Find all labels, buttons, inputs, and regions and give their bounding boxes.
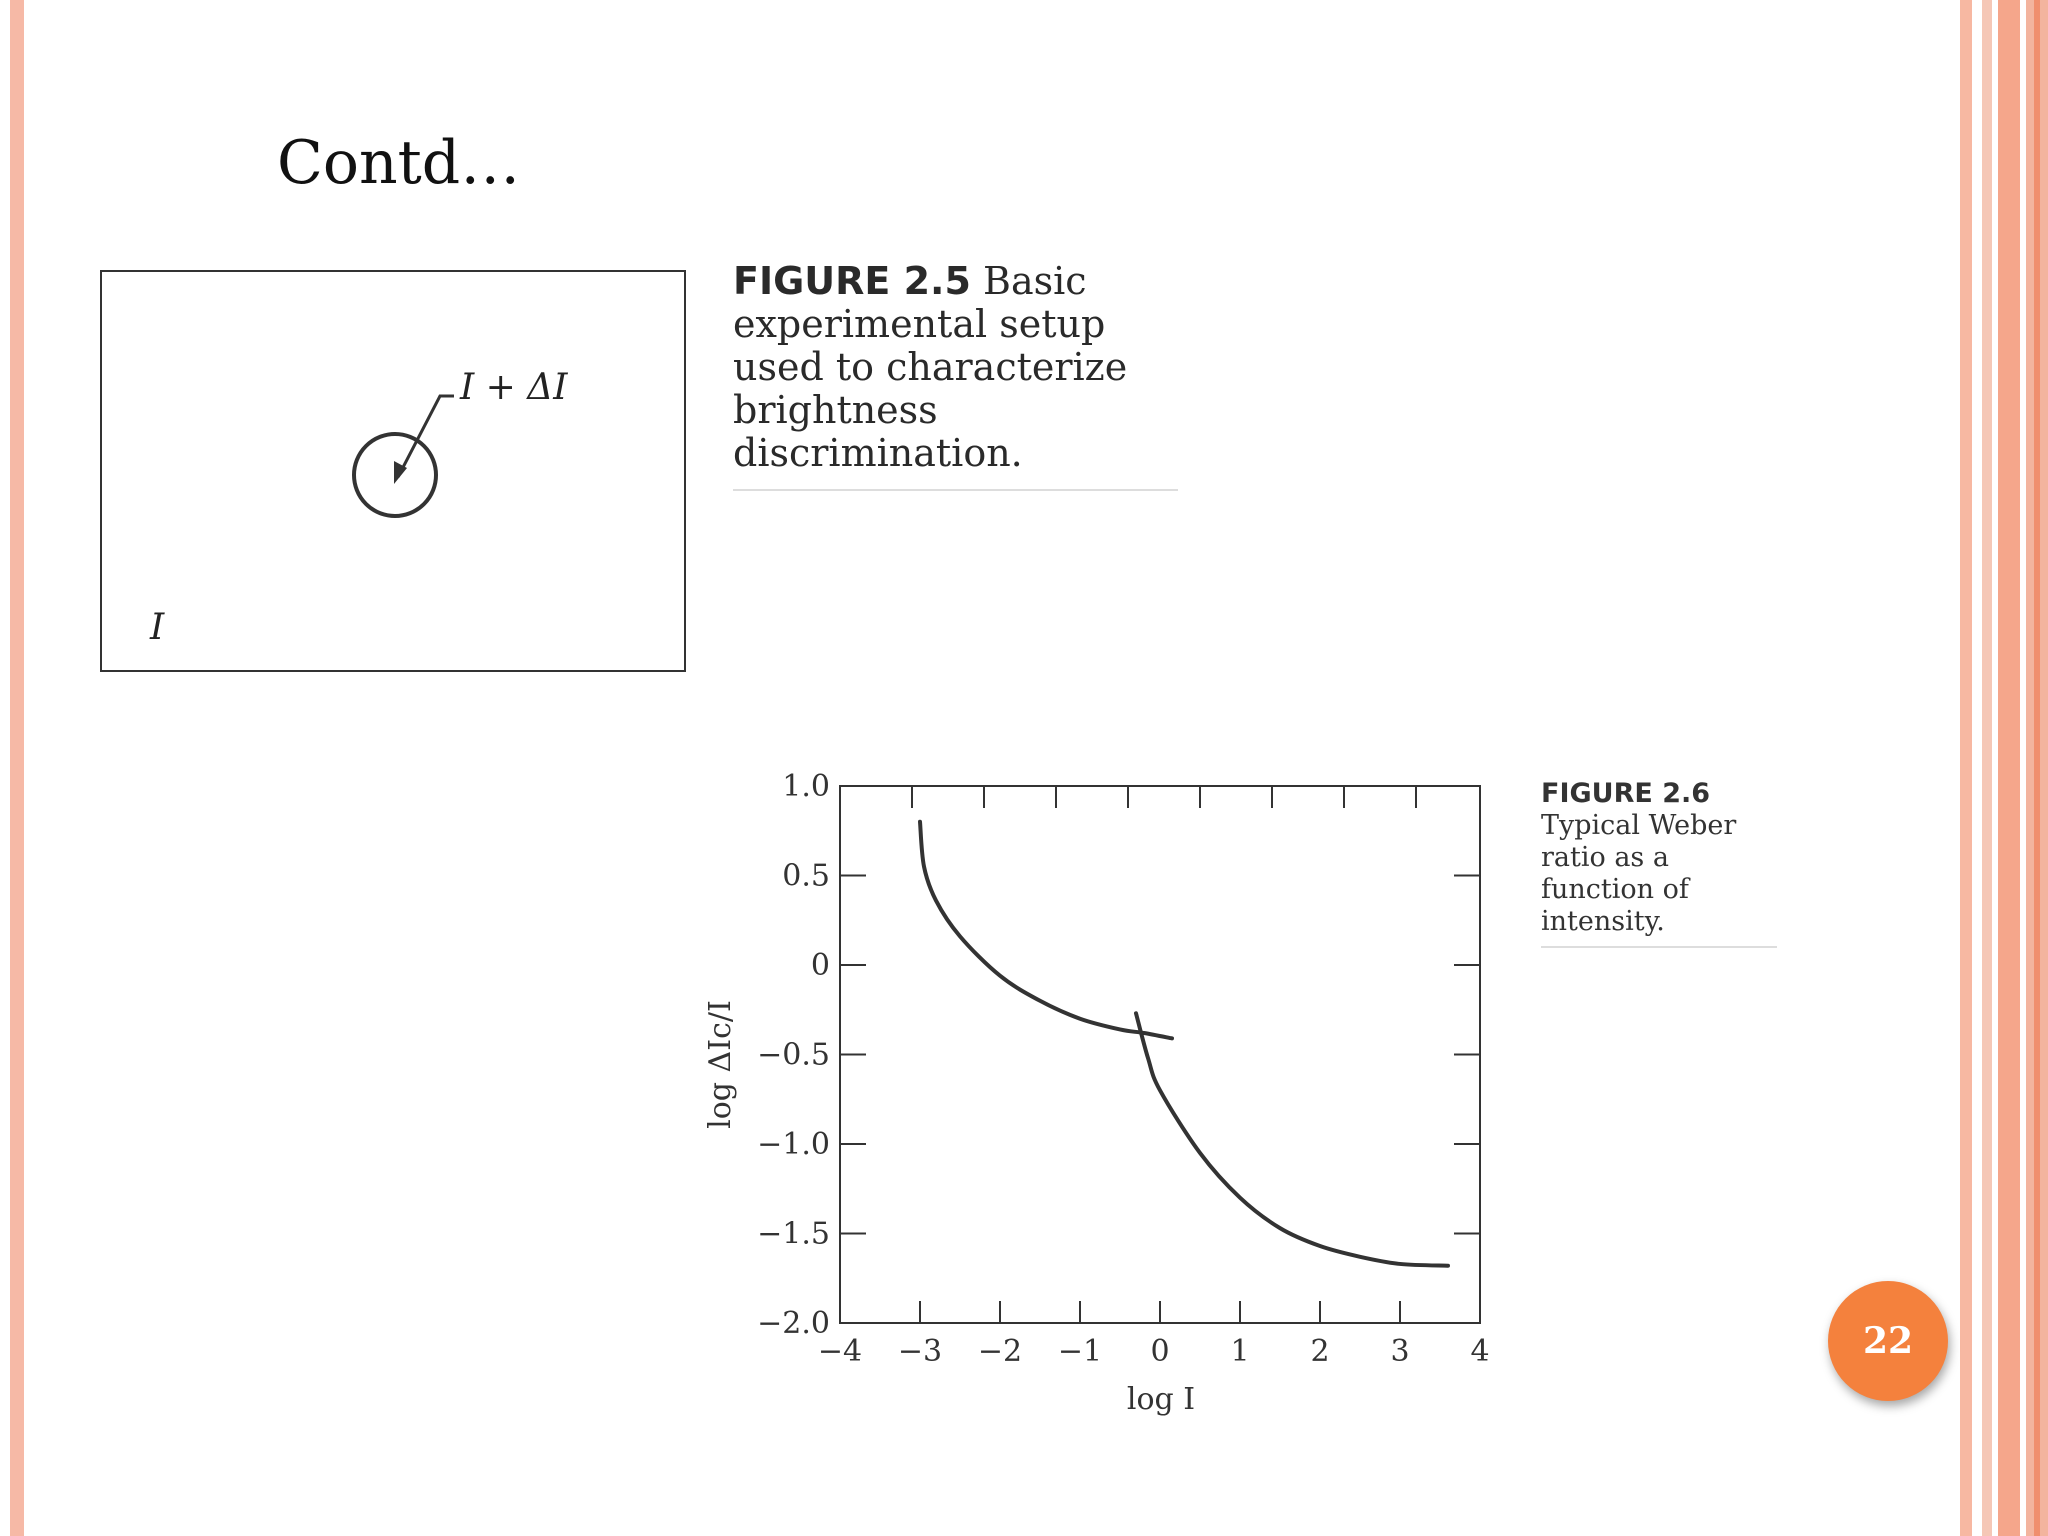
slide-title: Contd… [277,128,521,198]
x-tick-label: 3 [1390,1334,1410,1369]
y-tick-label: −0.5 [757,1037,830,1073]
x-tick-label: −2 [977,1334,1023,1369]
y-tick-label: 1.0 [782,769,830,804]
y-tick-label: −1.5 [757,1216,830,1252]
figure-2-5-number: FIGURE 2.5 [733,259,971,303]
y-tick-label: 0 [810,948,830,983]
figure-2-5-caption-text: Basic experimental setup used to characterize brightness discrimination. [733,259,1128,475]
figure-2-6-caption [1541,778,1777,948]
x-tick-label: −1 [1057,1334,1103,1369]
x-tick-label: 1 [1230,1334,1250,1369]
y-tick-label: 0.5 [782,858,830,894]
x-tick-label: −4 [817,1334,863,1369]
plot-frame [840,786,1480,1323]
y-axis-label: log ΔIc/I [703,1000,738,1129]
x-tick-label: 4 [1470,1334,1490,1369]
page-number-badge: 22 [1828,1281,1948,1401]
x-tick-label: −3 [897,1334,943,1369]
y-tick-label: −2.0 [757,1306,830,1341]
x-tick-label: 0 [1150,1334,1170,1369]
figure-2-6-caption-text: Typical Weber ratio as a function of intensity. [1541,810,1737,937]
y-tick-label: −1.0 [757,1127,830,1162]
weber-curve-1 [920,822,1172,1039]
weber-curve-2 [1136,1013,1448,1265]
x-axis-label: log I [1126,1382,1196,1417]
background-intensity-label: I [150,607,165,648]
x-tick-label: 2 [1310,1334,1330,1369]
figure-2-6-number: FIGURE 2.6 [1541,778,1711,809]
ring-intensity-label: I + ΔI [460,367,568,408]
